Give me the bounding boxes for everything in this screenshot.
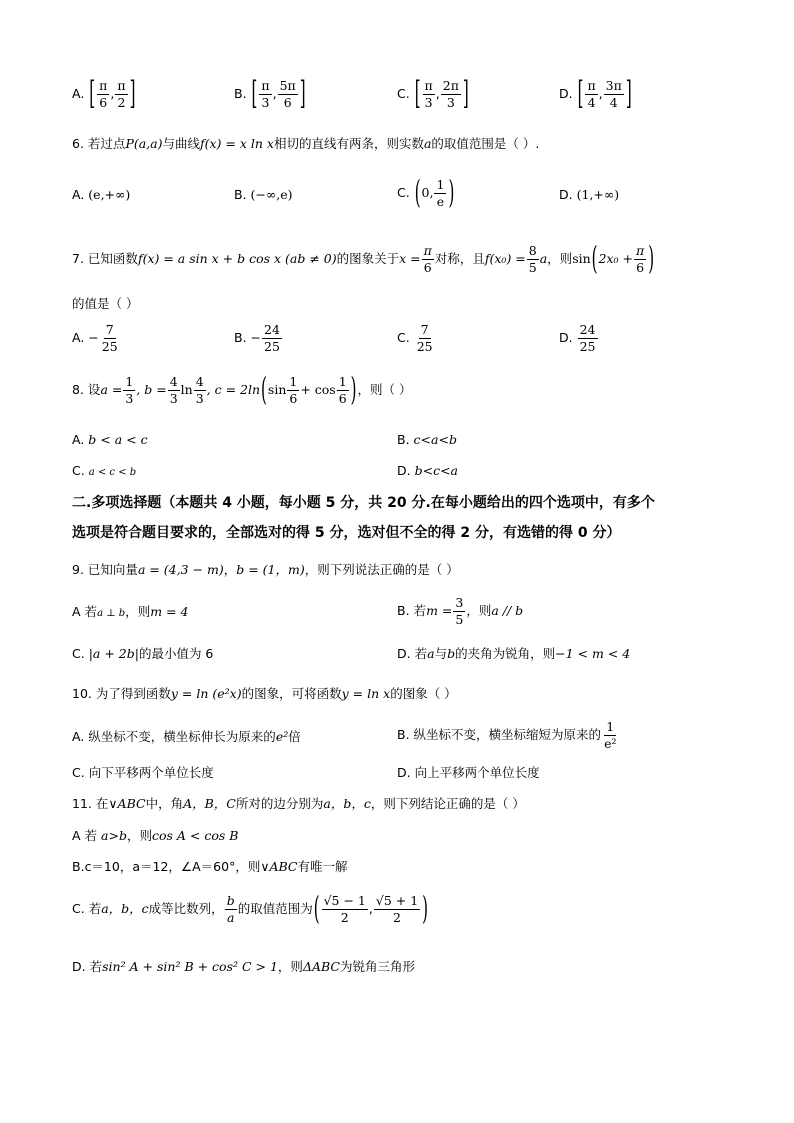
option-value: (−∞,e) [250,187,293,202]
option-label: A. [72,85,85,101]
paren-right: ) [422,889,429,928]
math: a [539,250,548,266]
numerator: π [424,78,433,93]
stem-text: ，则（ ） [357,381,412,397]
math: −1 < m < 4 [555,646,631,661]
numerator: 4 [169,374,178,389]
bracket-right: ] [299,74,306,113]
math: x = [399,250,421,266]
option-label: B. [397,726,410,742]
numerator: 7 [105,322,114,337]
option-text: 若 [414,646,428,661]
math: e² [275,729,289,744]
stem-text: 若过点 [87,136,126,151]
stem-text: 的图象（ ） [390,686,457,701]
fraction [423,79,435,110]
option-text: 有唯一解 [297,859,348,874]
question-number: 9. [72,562,84,577]
fraction [337,375,349,406]
option-label: B. [397,432,410,447]
numerator: π [99,78,108,93]
q5-option-b: B. [ $\frac{\pi}{3}$ , $\frac{5\pi}{6}$ ] [234,74,306,113]
option-text: 倍 [288,729,301,744]
numerator: π [587,78,596,93]
denominator: 2 [393,909,401,925]
section-heading-continued: 选项是符合题目要求的，全部选对的得 5 分，选对但不全的得 2 分，有选错的得 0 分） [72,525,621,541]
denominator: 3 [446,94,455,110]
denominator: 3 [125,390,134,406]
q7-stem [72,239,655,278]
denominator: 3 [169,390,178,406]
math: , c = 2ln [206,381,261,397]
fraction [322,894,368,925]
fraction [634,244,646,275]
math: P(a,a) [125,136,163,151]
bracket-right: ] [129,74,136,113]
option-label: A. [72,729,85,744]
option-label: B. [234,187,247,202]
q11-option-d [72,961,415,974]
fraction [374,894,420,925]
option-text: 纵坐标不变，横坐标缩短为原来的 [413,726,602,742]
bracket-left: [ [89,74,96,113]
option-value: b < a < c [88,432,148,447]
stem-text: 为了得到函数 [95,686,171,701]
option-label: C. [397,184,410,200]
denominator: e² [604,735,617,751]
numerator: 24 [264,322,280,337]
stem-text: 的图象关于 [336,250,400,266]
fraction [194,375,206,406]
question-number: 8. [72,381,84,397]
option-label: B. [234,329,247,345]
denominator: 4 [609,94,618,110]
denominator: 3 [424,94,433,110]
math: m = [426,602,453,618]
stem-text: 的值是（ ） [72,296,139,311]
fraction [115,79,127,110]
q9-option-a [72,606,188,619]
q6-option-b [234,189,293,202]
option-label: D. [397,646,411,661]
paren-left: ( [591,239,598,278]
fraction [434,178,446,209]
math: ln [180,381,193,397]
option-label: C. [72,646,85,661]
denominator: 6 [289,390,298,406]
question-number: 6. [72,136,84,151]
q11-option-b [72,861,348,874]
option-label: B. [397,602,410,618]
stem-text: ，则下列结论正确的是（ ） [370,796,525,811]
option-label: A [72,604,81,619]
denominator: 25 [101,338,118,354]
numerator: π [635,243,645,258]
paren-right: ) [350,370,357,409]
math: sin [267,381,287,397]
numerator: 1 [606,719,615,734]
paren-left: ( [261,370,267,409]
option-text: 的夹角为锐角，则 [455,646,556,661]
denominator: 3 [195,390,204,406]
option-text: 若 [84,828,98,843]
stem-text: 所对的边分别为 [235,796,324,811]
option-label: D. [559,329,573,345]
stem-text: 已知函数 [87,250,138,266]
stem-text: 的图象，可将函数 [241,686,342,701]
math: |a + 2b| [88,646,139,661]
option-text: ，则 [277,959,303,974]
math: b [447,646,456,661]
question-number: 11. [72,796,92,811]
math: a，b，c [323,796,371,811]
numerator: 3 [455,595,464,610]
option-text: 若 [84,604,98,619]
q5-option-d: D. [ $\frac{\pi}{4}$ , $\frac{3\pi}{4}$ ] [559,74,632,113]
numerator: π [261,78,270,93]
math: f(x₀) = [484,250,526,266]
denominator: 6 [99,94,108,110]
denominator: 2 [340,909,349,925]
option-label: A [72,828,81,843]
math: A，B，C [183,796,236,811]
q6-option-d [559,189,619,202]
question-number: 7. [72,250,84,266]
fraction [97,79,109,110]
denominator: 3 [261,94,270,110]
q7-option-d [559,323,599,354]
paren-right: ) [448,173,455,212]
math: a>b [101,828,127,843]
denominator: 5 [455,611,464,627]
fraction [278,79,298,110]
option-text: c＝10，a＝12，∠A＝60°，则 [84,859,261,874]
option-text: 与 [434,646,448,661]
q10-stem [72,688,457,701]
q7-option-b [234,323,283,354]
bracket-right: ] [625,74,632,113]
fraction [578,323,598,354]
math: y = ln (e²x) [170,686,242,701]
math: a [423,136,432,151]
option-text: 纵坐标不变，横坐标伸长为原来的 [88,729,276,744]
q8-option-b [397,434,457,447]
bracket-left: [ [251,74,258,113]
option-text: ，则 [125,604,151,619]
q10-option-a [72,731,301,744]
q5-option-c: C. [ $\frac{\pi}{3}$ , $\frac{2\pi}{3}$ ] [397,74,469,113]
vector-math: a = (4,3 − m) [137,562,224,577]
bracket-left: [ [577,74,584,113]
option-label: B. [72,859,85,874]
math: + cos [300,381,336,397]
q7-stem-continued [72,298,138,311]
stem-text: 中，角 [145,796,184,811]
q8-stem [72,370,412,409]
fraction [422,244,434,275]
option-text: 向上平移两个单位长度 [414,765,540,780]
stem-text: 已知向量 [87,562,138,577]
stem-text: 与曲线 [162,136,200,151]
math: a，b，c [101,900,149,916]
math: a // b [491,602,524,618]
option-label: C. [72,463,85,478]
q9-option-d [397,648,630,661]
denominator: 6 [283,94,292,110]
fraction [100,323,120,354]
math: a ⊥ b [97,608,126,619]
option-text: 的最小值为 6 [138,646,214,661]
stem-text: 设 [87,381,101,397]
option-text: 若 [88,900,102,916]
paren-left: ( [313,889,320,928]
denominator: a [226,909,235,925]
bracket-left: [ [414,74,421,113]
fraction [287,375,299,406]
q10-option-d [397,767,540,780]
denominator: e [436,193,445,209]
fraction [259,79,271,110]
q8-option-c [72,465,136,478]
fraction [168,375,180,406]
section-heading: 二.多项选择题（本题共 4 小题，每小题 5 分，共 20 分.在每小题给出的四个选项中，有多个 [72,495,655,511]
math: a [427,646,435,661]
option-text: 成等比数列， [148,900,224,916]
numerator: 7 [420,322,429,337]
q11-option-c: C. 若a，b，c成等比数列， $\frac{b}{a}$ 的取值范围为( $\frac{√5 - 1}{2}$ , $\frac{√5 + 1}{2}$ ) [72,889,429,928]
numerator: π [117,78,126,93]
fraction [123,375,135,406]
fraction [441,79,461,110]
numerator: 1 [125,374,134,389]
q7-option-c [397,323,436,354]
numerator: 1 [338,374,347,389]
denominator: 6 [423,259,432,275]
fraction [415,323,435,354]
option-text: 若 [413,602,427,618]
option-label: D. [72,959,86,974]
denominator: 25 [264,338,280,354]
paren-right: ) [648,239,655,278]
q9-option-b [397,596,523,627]
fraction [585,79,597,110]
fraction [262,323,282,354]
numerator: 1 [436,177,445,192]
numerator: 5π [279,78,296,93]
fraction [604,79,624,110]
math: 0, [421,184,434,200]
stem-text: 相切的直线有两条，则实数 [273,136,424,151]
denominator: 25 [416,338,433,354]
q8-option-d [397,465,458,478]
math: sin [572,250,591,266]
numerator: 24 [579,322,596,337]
option-label: D. [397,463,411,478]
math: − [88,329,99,345]
option-label: A. [72,432,85,447]
q8-option-a [72,434,148,447]
option-value: b<c<a [414,463,458,478]
denominator: 2 [117,94,126,110]
question-number: 10. [72,686,92,701]
math: ΔABC [302,959,340,974]
numerator: 4 [195,374,204,389]
q5-option-a: A. [ $\frac{\pi}{6}$ , $\frac{\pi}{2}$ ] [72,74,136,113]
denominator: 4 [587,94,596,110]
q11-stem [72,798,525,811]
option-text: 为锐角三角形 [339,959,415,974]
bracket-right: ] [462,74,469,113]
option-label: A. [72,329,85,345]
denominator: 25 [579,338,596,354]
option-value: (e,+∞) [88,187,131,202]
numerator: √5 − 1 [323,893,366,908]
q11-option-a [72,830,238,843]
option-value: c<a<b [413,432,457,447]
q6-option-a [72,189,130,202]
fraction [225,894,237,925]
q9-stem [72,564,459,577]
vector-math: b = (1，m) [236,562,305,577]
numerator: b [226,893,235,908]
math: ∨ABC [108,796,146,811]
option-label: D. [559,85,573,101]
q9-option-c [72,648,213,661]
option-label: D. [397,765,411,780]
numerator: 2π [442,78,459,93]
option-text: 的取值范围为 [237,900,313,916]
paren-left: ( [414,173,421,212]
numerator: 3π [605,78,622,93]
numerator: π [423,243,432,258]
option-text: 向下平移两个单位长度 [88,765,214,780]
option-value: (1,+∞) [576,187,620,202]
option-label: A. [72,187,85,202]
option-text: ，则 [126,828,152,843]
stem-text: 在 [95,796,109,811]
math: a = [100,381,123,397]
math: m = 4 [150,604,189,619]
denominator: 6 [636,259,645,275]
denominator: 6 [338,390,347,406]
q6-option-c [397,173,455,212]
math: ∨ABC [260,859,298,874]
math: sin² A + sin² B + cos² C > 1 [102,959,278,974]
math: cos A < cos B [152,828,239,843]
math: 2x₀ + [598,250,633,266]
math: − [250,329,262,345]
option-text: ，则 [466,602,492,618]
stem-text: ，则 [547,250,573,266]
option-label: B. [234,85,247,101]
q10-option-b [397,720,619,751]
option-text: 若 [89,959,103,974]
option-label: D. [559,187,573,202]
fraction [453,596,465,627]
stem-text: 的取值范围是（ ）. [431,136,540,151]
stem-text: ， [223,562,237,577]
fraction [527,244,539,275]
option-label: C. [397,329,410,345]
option-label: C. [397,85,410,101]
stem-text: ，则下列说法正确的是（ ） [304,562,459,577]
q7-option-a [72,323,121,354]
math: , b = [136,381,167,397]
stem-text: 对称，且 [434,250,485,266]
numerator: √5 + 1 [375,893,419,908]
q10-option-c [72,767,214,780]
denominator: 5 [528,259,537,275]
option-label: C. [72,765,85,780]
numerator: 1 [289,374,298,389]
math: y = ln x [341,686,391,701]
option-value: a < c < b [88,467,137,478]
option-label: C. [72,900,85,916]
math: f(x) = x ln x [200,136,274,151]
q6-stem [72,138,539,151]
numerator: 8 [528,243,537,258]
math: f(x) = a sin x + b cos x (ab ≠ 0) [137,250,337,266]
fraction [602,720,618,751]
